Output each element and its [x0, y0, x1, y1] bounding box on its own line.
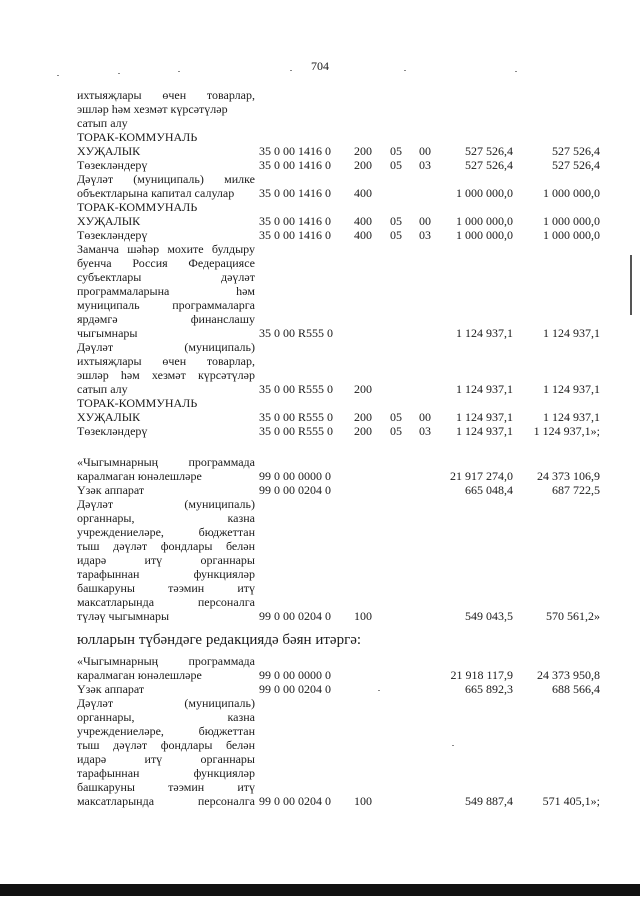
- row-label: Төзекләндерү: [77, 424, 148, 438]
- row-label: ТОРАК-КОММУНАЛЬ: [77, 396, 198, 410]
- table-row: [0, 410, 640, 424]
- amount-year-2: 24 373 106,9: [537, 469, 600, 483]
- row-label: тыш дәүләт фондлары белән: [77, 539, 255, 553]
- amount-year-2: 1 124 937,1: [543, 382, 600, 396]
- amount-year-1: 21 918 117,9: [450, 668, 513, 682]
- table-row: [0, 780, 640, 794]
- amount-year-2: 1 000 000,0: [543, 186, 600, 200]
- scan-speck: [515, 71, 517, 72]
- table-row: [0, 200, 640, 214]
- row-label: учреждениеләре, бюджеттан: [77, 724, 255, 738]
- row-label: «Чыгымнарның программада: [77, 455, 255, 469]
- table-row: [0, 682, 640, 696]
- table-row: [0, 256, 640, 270]
- table-row: [0, 497, 640, 511]
- subsection-code: 00: [419, 214, 431, 228]
- table-row: [0, 88, 640, 102]
- table-row: [0, 368, 640, 382]
- table-row: [0, 455, 640, 469]
- subsection-code: 00: [419, 410, 431, 424]
- table-row: [0, 609, 640, 623]
- amount-year-1: 1 124 937,1: [456, 382, 513, 396]
- table-row: [0, 284, 640, 298]
- section-code: 05: [390, 158, 402, 172]
- row-label: максатларында персоналга: [77, 595, 255, 609]
- amount-year-2: 1 124 937,1: [543, 410, 600, 424]
- page-number: 704: [311, 59, 329, 73]
- row-label: программаларына һәм: [77, 284, 255, 298]
- amount-year-1: 1 124 937,1: [456, 410, 513, 424]
- row-label: Заманча шәһәр мохите булдыру: [77, 242, 255, 256]
- scan-bottom-border: [0, 884, 640, 896]
- amount-year-2: 570 561,2»: [546, 609, 600, 623]
- table-row: [0, 553, 640, 567]
- row-label: Төзекләндерү: [77, 228, 148, 242]
- target-code: 99 0 00 0000 0: [259, 469, 331, 483]
- table-row: [0, 595, 640, 609]
- target-code: 99 0 00 0204 0: [259, 609, 331, 623]
- expense-type: 400: [354, 214, 372, 228]
- row-label: объектларына капитал салулар: [77, 186, 235, 200]
- row-label: Дәүләт (муниципаль): [77, 340, 255, 354]
- scan-speck: [57, 75, 59, 76]
- table-row: [0, 144, 640, 158]
- amount-year-1: 549 043,5: [465, 609, 513, 623]
- row-label: ХУҖАЛЫК: [77, 144, 141, 158]
- table-row: [0, 298, 640, 312]
- section-code: 05: [390, 424, 402, 438]
- budget-table-section-2: [0, 455, 640, 623]
- table-row: [0, 228, 640, 242]
- amount-year-2: 1 124 937,1»;: [533, 424, 600, 438]
- table-row: [0, 130, 640, 144]
- table-row: [0, 567, 640, 581]
- amount-year-1: 665 892,3: [465, 682, 513, 696]
- row-label: Дәүләт (муниципаль) милке: [77, 172, 255, 186]
- scan-margin-mark: [630, 255, 632, 315]
- expense-type: 200: [354, 144, 372, 158]
- expense-type: 100: [354, 609, 372, 623]
- expense-type: 400: [354, 228, 372, 242]
- row-label: органнары, казна: [77, 511, 255, 525]
- row-label: ихтыяҗлары өчен товарлар,: [77, 354, 255, 368]
- expense-type: 400: [354, 186, 372, 200]
- amount-year-1: 549 887,4: [465, 794, 513, 808]
- scan-speck: [452, 745, 454, 746]
- scan-speck: [378, 690, 380, 691]
- amount-year-2: 527 526,4: [552, 158, 600, 172]
- budget-table-section-3: [0, 654, 640, 808]
- amount-year-2: 1 000 000,0: [543, 228, 600, 242]
- target-code: 35 0 00 1416 0: [259, 186, 331, 200]
- amount-year-1: 527 526,4: [465, 144, 513, 158]
- table-row: [0, 424, 640, 438]
- table-row: [0, 270, 640, 284]
- table-row: [0, 382, 640, 396]
- row-label: каралмаган юнәлешләре: [77, 469, 202, 483]
- table-row: [0, 186, 640, 200]
- amount-year-1: 1 124 937,1: [456, 326, 513, 340]
- row-label: Үзәк аппарат: [77, 682, 145, 696]
- amount-year-1: 1 000 000,0: [456, 186, 513, 200]
- row-label: субъектлары дәүләт: [77, 270, 255, 284]
- budget-table-section-1: [0, 88, 640, 438]
- row-label: башкаруны тәэмин итү: [77, 581, 255, 595]
- row-label: тарафыннан функцияләр: [77, 567, 255, 581]
- amount-year-1: 21 917 274,0: [450, 469, 513, 483]
- target-code: 99 0 00 0000 0: [259, 668, 331, 682]
- section-code: 05: [390, 214, 402, 228]
- table-row: [0, 158, 640, 172]
- scan-speck: [404, 70, 406, 71]
- row-label: ТОРАК-КОММУНАЛЬ: [77, 130, 198, 144]
- subsection-code: 03: [419, 424, 431, 438]
- target-code: 35 0 00 1416 0: [259, 158, 331, 172]
- row-label: сатып алу: [77, 116, 128, 130]
- target-code: 35 0 00 1416 0: [259, 228, 331, 242]
- table-row: [0, 172, 640, 186]
- target-code: 99 0 00 0204 0: [259, 682, 331, 696]
- table-row: [0, 326, 640, 340]
- row-label: идарә итү органнары: [77, 752, 255, 766]
- amount-year-2: 527 526,4: [552, 144, 600, 158]
- target-code: 99 0 00 0204 0: [259, 794, 331, 808]
- row-label: Үзәк аппарат: [77, 483, 145, 497]
- table-row: [0, 724, 640, 738]
- row-label: учреждениеләре, бюджеттан: [77, 525, 255, 539]
- amount-year-2: 571 405,1»;: [542, 794, 600, 808]
- row-label: Дәүләт (муниципаль): [77, 696, 255, 710]
- target-code: 35 0 00 R555 0: [259, 410, 334, 424]
- scan-speck: [290, 70, 292, 71]
- amount-year-2: 1 124 937,1: [543, 326, 600, 340]
- scan-speck: [178, 71, 180, 72]
- row-label: ярдәмгә финанслашу: [77, 312, 255, 326]
- expense-type: 200: [354, 382, 372, 396]
- amount-year-1: 527 526,4: [465, 158, 513, 172]
- table-row: [0, 242, 640, 256]
- table-row: [0, 766, 640, 780]
- table-row: [0, 116, 640, 130]
- row-label: эшләр һәм хезмәт күрсәтүләр: [77, 102, 228, 116]
- subsection-code: 03: [419, 158, 431, 172]
- table-row: [0, 710, 640, 724]
- table-row: [0, 738, 640, 752]
- row-label: ТОРАК-КОММУНАЛЬ: [77, 200, 198, 214]
- row-label: ихтыяҗлары өчен товарлар,: [77, 88, 255, 102]
- table-row: [0, 469, 640, 483]
- expense-type: 100: [354, 794, 372, 808]
- section-code: 05: [390, 410, 402, 424]
- expense-type: 200: [354, 158, 372, 172]
- row-label: муниципаль программаларга: [77, 298, 255, 312]
- table-row: [0, 396, 640, 410]
- row-label: ХУҖАЛЫК: [77, 410, 141, 424]
- row-label: башкаруны тәэмин итү: [77, 780, 255, 794]
- scan-speck: [118, 73, 120, 74]
- target-code: 35 0 00 1416 0: [259, 214, 331, 228]
- table-row: [0, 668, 640, 682]
- table-row: [0, 214, 640, 228]
- table-row: [0, 752, 640, 766]
- table-row: [0, 483, 640, 497]
- amount-year-2: 688 566,4: [552, 682, 600, 696]
- table-row: [0, 581, 640, 595]
- target-code: 35 0 00 R555 0: [259, 382, 334, 396]
- amount-year-1: 1 000 000,0: [456, 228, 513, 242]
- target-code: 35 0 00 R555 0: [259, 424, 334, 438]
- row-label: органнары, казна: [77, 710, 255, 724]
- row-label: түләү чыгымнары: [77, 609, 170, 623]
- table-row: [0, 539, 640, 553]
- row-label: тарафыннан функцияләр: [77, 766, 255, 780]
- amount-year-1: 665 048,4: [465, 483, 513, 497]
- table-row: [0, 696, 640, 710]
- row-label: буенча Россия Федерациясе: [77, 256, 255, 270]
- row-label: чыгымнары: [77, 326, 138, 340]
- table-row: [0, 525, 640, 539]
- amount-year-2: 24 373 950,8: [537, 668, 600, 682]
- row-label: ХУҖАЛЫК: [77, 214, 141, 228]
- target-code: 99 0 00 0204 0: [259, 483, 331, 497]
- row-label: «Чыгымнарның программада: [77, 654, 255, 668]
- amount-year-1: 1 124 937,1: [456, 424, 513, 438]
- target-code: 35 0 00 1416 0: [259, 144, 331, 158]
- row-label: тыш дәүләт фондлары белән: [77, 738, 255, 752]
- row-label: эшләр һәм хезмәт күрсәтүләр: [77, 368, 255, 382]
- table-row: [0, 340, 640, 354]
- table-row: [0, 102, 640, 116]
- table-row: [0, 794, 640, 808]
- row-label: сатып алу: [77, 382, 128, 396]
- amount-year-2: 687 722,5: [552, 483, 600, 497]
- expense-type: 200: [354, 424, 372, 438]
- row-label: максатларында персоналга: [77, 794, 255, 808]
- row-label: идарә итү органнары: [77, 553, 255, 567]
- row-label: Төзекләндерү: [77, 158, 148, 172]
- amendment-heading: юлларын түбәндәге редакциядә бәян итәргә:: [77, 632, 362, 648]
- subsection-code: 03: [419, 228, 431, 242]
- row-label: Дәүләт (муниципаль): [77, 497, 255, 511]
- table-row: [0, 354, 640, 368]
- table-row: [0, 511, 640, 525]
- amount-year-2: 1 000 000,0: [543, 214, 600, 228]
- expense-type: 200: [354, 410, 372, 424]
- table-row: [0, 654, 640, 668]
- table-row: [0, 312, 640, 326]
- section-code: 05: [390, 144, 402, 158]
- target-code: 35 0 00 R555 0: [259, 326, 334, 340]
- row-label: каралмаган юнәлешләре: [77, 668, 202, 682]
- section-code: 05: [390, 228, 402, 242]
- subsection-code: 00: [419, 144, 431, 158]
- amount-year-1: 1 000 000,0: [456, 214, 513, 228]
